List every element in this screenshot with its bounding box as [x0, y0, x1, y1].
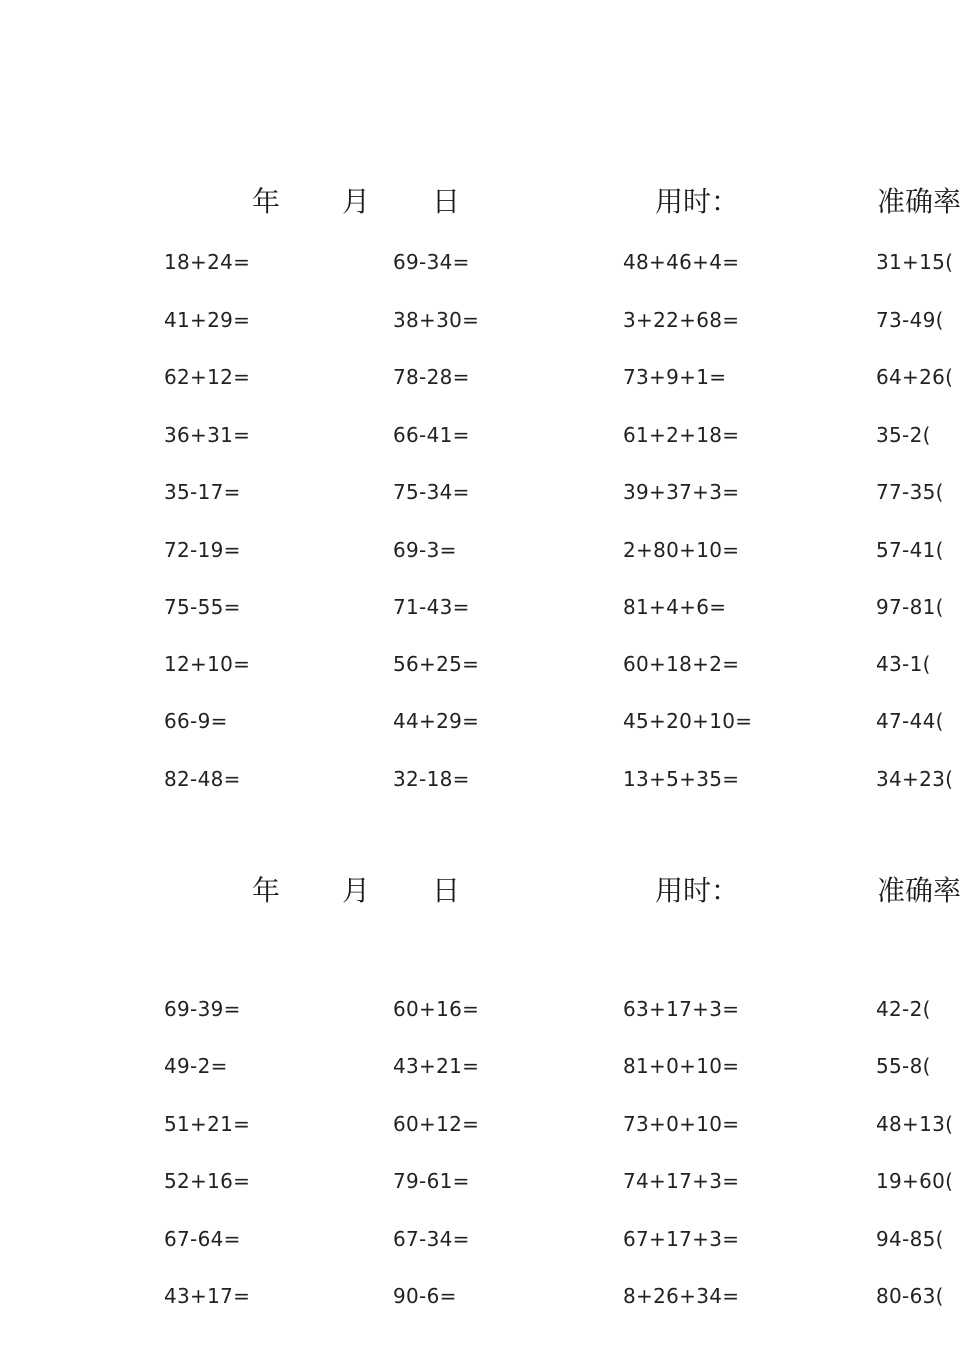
- problem: 44+29=: [393, 709, 480, 733]
- header-year: 年: [252, 185, 281, 218]
- problem: 48+13(: [876, 1112, 954, 1136]
- problem: 62+12=: [164, 365, 251, 389]
- problem: 75-55=: [164, 595, 241, 619]
- problem: 77-35(: [876, 480, 944, 504]
- header-time: 用时：: [655, 185, 740, 218]
- problem: 56+25=: [393, 652, 480, 676]
- problem: 51+21=: [164, 1112, 251, 1136]
- problem: 19+60(: [876, 1169, 954, 1193]
- problem: 43-1(: [876, 652, 931, 676]
- problem: 60+18+2=: [623, 652, 740, 676]
- problem: 73-49(: [876, 308, 944, 332]
- problem: 73+9+1=: [623, 365, 727, 389]
- problem: 41+29=: [164, 308, 251, 332]
- problem: 97-81(: [876, 595, 944, 619]
- problem: 80-63(: [876, 1284, 944, 1308]
- problem: 66-9=: [164, 709, 228, 733]
- problem: 3+22+68=: [623, 308, 740, 332]
- problem: 67-34=: [393, 1227, 470, 1251]
- problem: 81+0+10=: [623, 1054, 740, 1078]
- problem: 49-2=: [164, 1054, 228, 1078]
- problem: 32-18=: [393, 767, 470, 791]
- problem: 69-3=: [393, 538, 457, 562]
- problem: 48+46+4=: [623, 250, 740, 274]
- problem: 69-34=: [393, 250, 470, 274]
- problem: 43+17=: [164, 1284, 251, 1308]
- problem: 34+23(: [876, 767, 954, 791]
- problem: 82-48=: [164, 767, 241, 791]
- problem: 67-64=: [164, 1227, 241, 1251]
- problem: 43+21=: [393, 1054, 480, 1078]
- problem: 39+37+3=: [623, 480, 740, 504]
- problem: 47-44(: [876, 709, 944, 733]
- problem: 2+80+10=: [623, 538, 740, 562]
- problem: 52+16=: [164, 1169, 251, 1193]
- problem: 60+12=: [393, 1112, 480, 1136]
- problem: 94-85(: [876, 1227, 944, 1251]
- problem: 45+20+10=: [623, 709, 753, 733]
- header-month: 月: [342, 185, 371, 218]
- problem: 60+16=: [393, 997, 480, 1021]
- problem: 8+26+34=: [623, 1284, 740, 1308]
- header-month: 月: [342, 874, 371, 907]
- problem: 42-2(: [876, 997, 931, 1021]
- problem: 64+26(: [876, 365, 954, 389]
- problem: 78-28=: [393, 365, 470, 389]
- problem: 13+5+35=: [623, 767, 740, 791]
- problem: 61+2+18=: [623, 423, 740, 447]
- problem: 69-39=: [164, 997, 241, 1021]
- problem: 63+17+3=: [623, 997, 740, 1021]
- header-time: 用时：: [655, 874, 740, 907]
- header-accuracy: 准确率: [877, 874, 961, 907]
- problem: 79-61=: [393, 1169, 470, 1193]
- problem: 36+31=: [164, 423, 251, 447]
- problem: 67+17+3=: [623, 1227, 740, 1251]
- problem: 81+4+6=: [623, 595, 727, 619]
- problem: 18+24=: [164, 250, 251, 274]
- problem: 71-43=: [393, 595, 470, 619]
- problem: 31+15(: [876, 250, 954, 274]
- problem: 57-41(: [876, 538, 944, 562]
- header-day: 日: [432, 874, 461, 907]
- problem: 12+10=: [164, 652, 251, 676]
- problem: 55-8(: [876, 1054, 931, 1078]
- problem: 38+30=: [393, 308, 480, 332]
- problem: 35-2(: [876, 423, 931, 447]
- header-day: 日: [432, 185, 461, 218]
- problem: 74+17+3=: [623, 1169, 740, 1193]
- problem: 72-19=: [164, 538, 241, 562]
- problem: 35-17=: [164, 480, 241, 504]
- problem: 73+0+10=: [623, 1112, 740, 1136]
- problem: 75-34=: [393, 480, 470, 504]
- problem: 66-41=: [393, 423, 470, 447]
- header-accuracy: 准确率: [877, 185, 961, 218]
- header-year: 年: [252, 874, 281, 907]
- problem: 90-6=: [393, 1284, 457, 1308]
